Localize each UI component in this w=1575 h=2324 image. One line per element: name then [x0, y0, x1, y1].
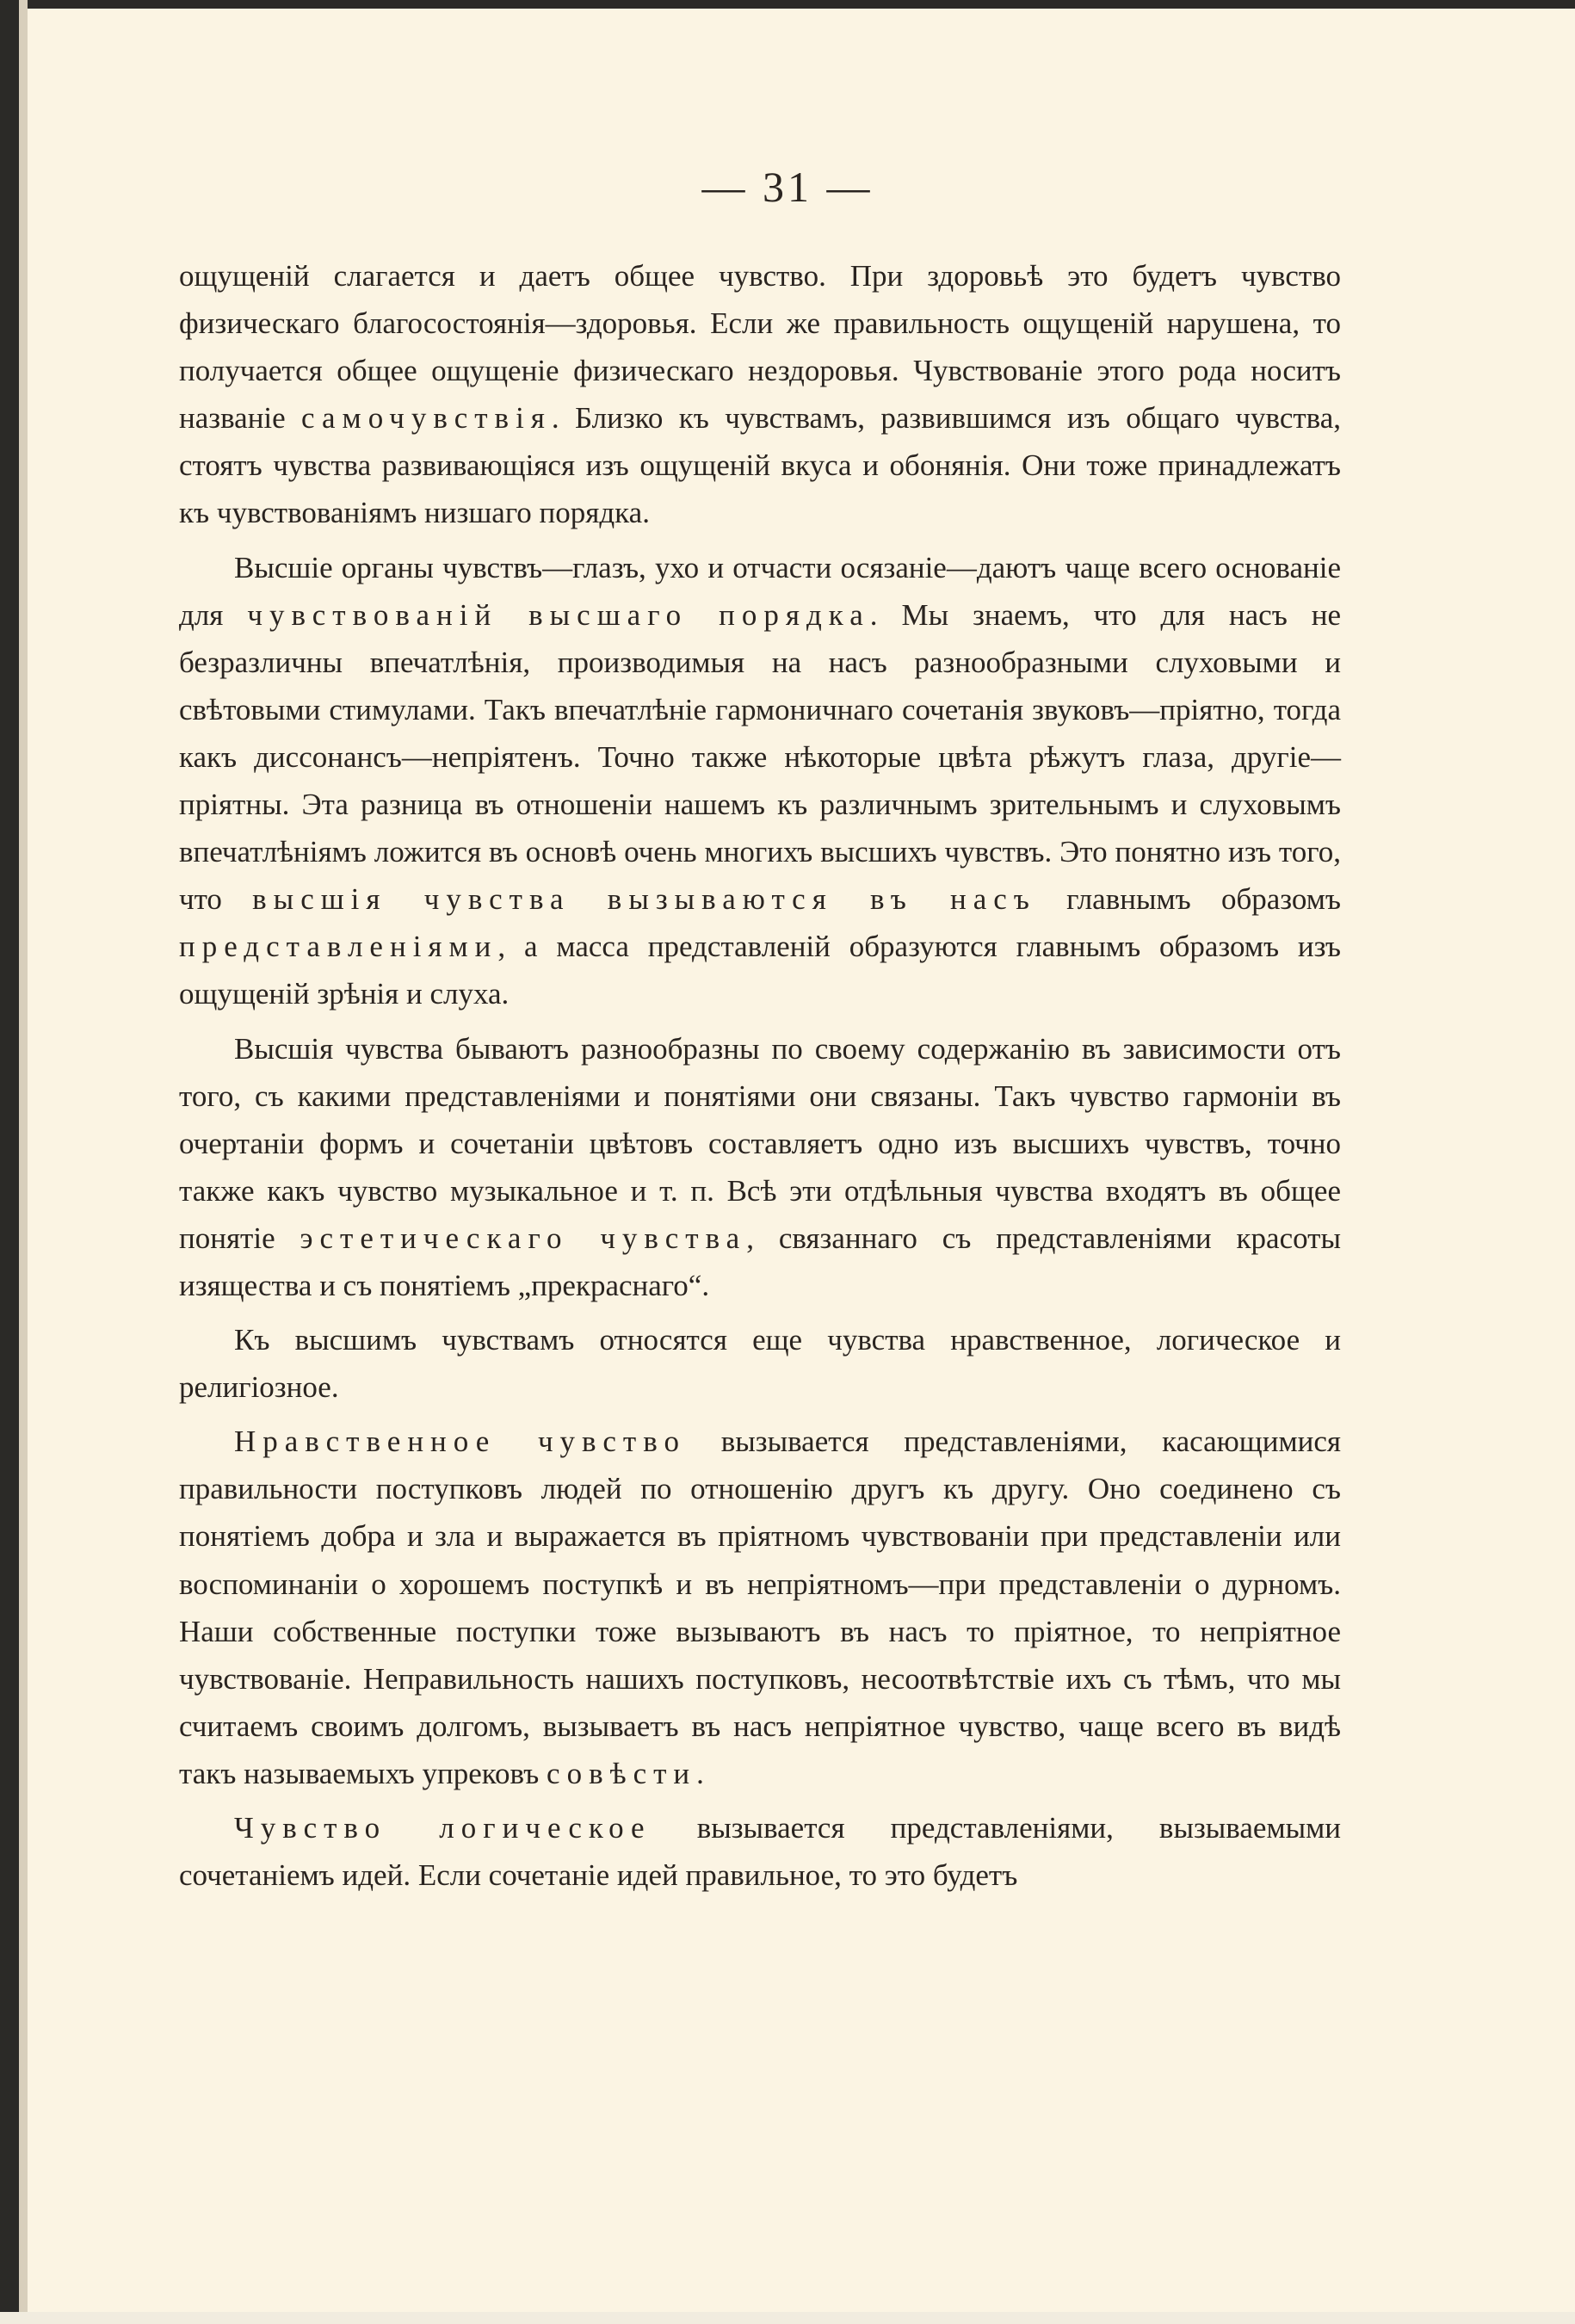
emphasis-spaced-text: Чувство логическое	[234, 1811, 652, 1845]
text-run: ощущеній слагается и даетъ общее чувство. При здоровьѣ это будетъ чувство физическаго благосостоянія—здоровья. Если же правильность ощущеній нарушена, то получается общее ощущеніе физическаго нездоровья. Чувствованіе этого рода носитъ названіе	[179, 259, 1341, 436]
text-run: вызывается представленіями, касающимися правильности поступковъ людей по отношенію другъ къ другу. Оно соединено съ понятіемъ добра и зла и выражается въ пріятномъ чувствованіи при представленіи или воспоминаніи о хорошемъ поступкѣ и въ непріятномъ—при представленіи о дурномъ. Наши собственные поступки тоже вызываютъ въ насъ то пріятное, то непріятное чувствованіе. Неправильность нашихъ поступковъ, несоотвѣтствіе ихъ съ тѣмъ, что мы считаемъ своимъ долгомъ, вызываетъ въ насъ непріятное чувство, чаще всего въ видѣ такъ называемыхъ упрековъ	[179, 1425, 1342, 1790]
paragraph	[179, 544, 1341, 1018]
emphasis-spaced-text: представленіями	[179, 930, 498, 964]
paragraph	[179, 1804, 1341, 1899]
text-run: . Мы знаемъ, что для насъ не безразличны впечатлѣнія, производимыя на насъ разнообразными слуховыми и свѣтовыми стимулами. Такъ впечатлѣніе гармоничнаго сочетанія звуковъ—пріятно, тогда какъ диссонансъ—непріятенъ. Точно также нѣкоторые цвѣта рѣжутъ глаза, другіе—пріятны. Эта разница въ отношеніи нашемъ къ различнымъ зрительнымъ и слуховымъ впечатлѣніямъ ложится въ основѣ очень многихъ высшихъ чувствъ. Это понятно изъ того, что	[179, 597, 1342, 917]
emphasis-spaced-text: самочувствія	[301, 401, 552, 436]
scan-edge-left	[0, 0, 19, 2324]
body-text	[179, 252, 1341, 1906]
scan-edge-shadow	[19, 0, 28, 2324]
emphasis-spaced-text: совѣсти	[547, 1756, 697, 1790]
emphasis-spaced-text: Нравственное чувство	[234, 1425, 686, 1459]
paragraph	[179, 1316, 1341, 1411]
emphasis-spaced-text: высшія чувства вызываются въ насъ	[252, 882, 1036, 917]
emphasis-spaced-text: эстетическаго чувства	[300, 1221, 747, 1255]
paragraph	[179, 1025, 1341, 1310]
scan-edge-top	[0, 0, 1575, 9]
text-run: , а масса представленій образуются главнымъ образомъ изъ ощущеній зрѣнія и слуха.	[179, 930, 1341, 1011]
paragraph	[179, 252, 1341, 537]
text-run: . Близко къ чувствамъ, развившимся изъ общаго чувства, стоятъ чувства развивающіяся изъ ощущеній вкуса и обонянія. Они тоже принадлежатъ къ чувствованіямъ низшаго порядка.	[179, 401, 1341, 530]
scan-edge-bottom	[0, 2312, 1575, 2324]
text-run: главнымъ образомъ	[1035, 882, 1341, 917]
text-run: Высшія чувства бываютъ разнообразны по своему содержанію въ зависимости отъ того, съ какими представленіями и понятіями они связаны. Такъ чувство гармоніи въ очертаніи формъ и сочетаніи цвѣтовъ составляетъ одно изъ высшихъ чувствъ, точно также какъ чувство музыкальное и т. п. Всѣ эти отдѣльныя чувства входятъ въ общее понятіе	[179, 1031, 1341, 1255]
text-run: Къ высшимъ чувствамъ относятся еще чувства нравственное, логическое и религіозное.	[179, 1323, 1341, 1405]
text-run: , связаннаго съ представленіями красоты изящества и съ понятіемъ „прекраснаго“.	[179, 1221, 1341, 1302]
page-number: — 31 —	[701, 163, 874, 211]
text-run: Высшіе органы чувствъ—глазъ, ухо и отчасти осязаніе—даютъ чаще всего основаніе для	[179, 550, 1341, 632]
paragraph	[179, 1418, 1341, 1797]
text-run: вызывается представленіями, вызываемыми сочетаніемъ идей. Если сочетаніе идей правильное, то это будетъ	[179, 1811, 1341, 1893]
emphasis-spaced-text: чувствованій высшаго порядка	[247, 597, 870, 632]
text-run: .	[696, 1756, 704, 1790]
